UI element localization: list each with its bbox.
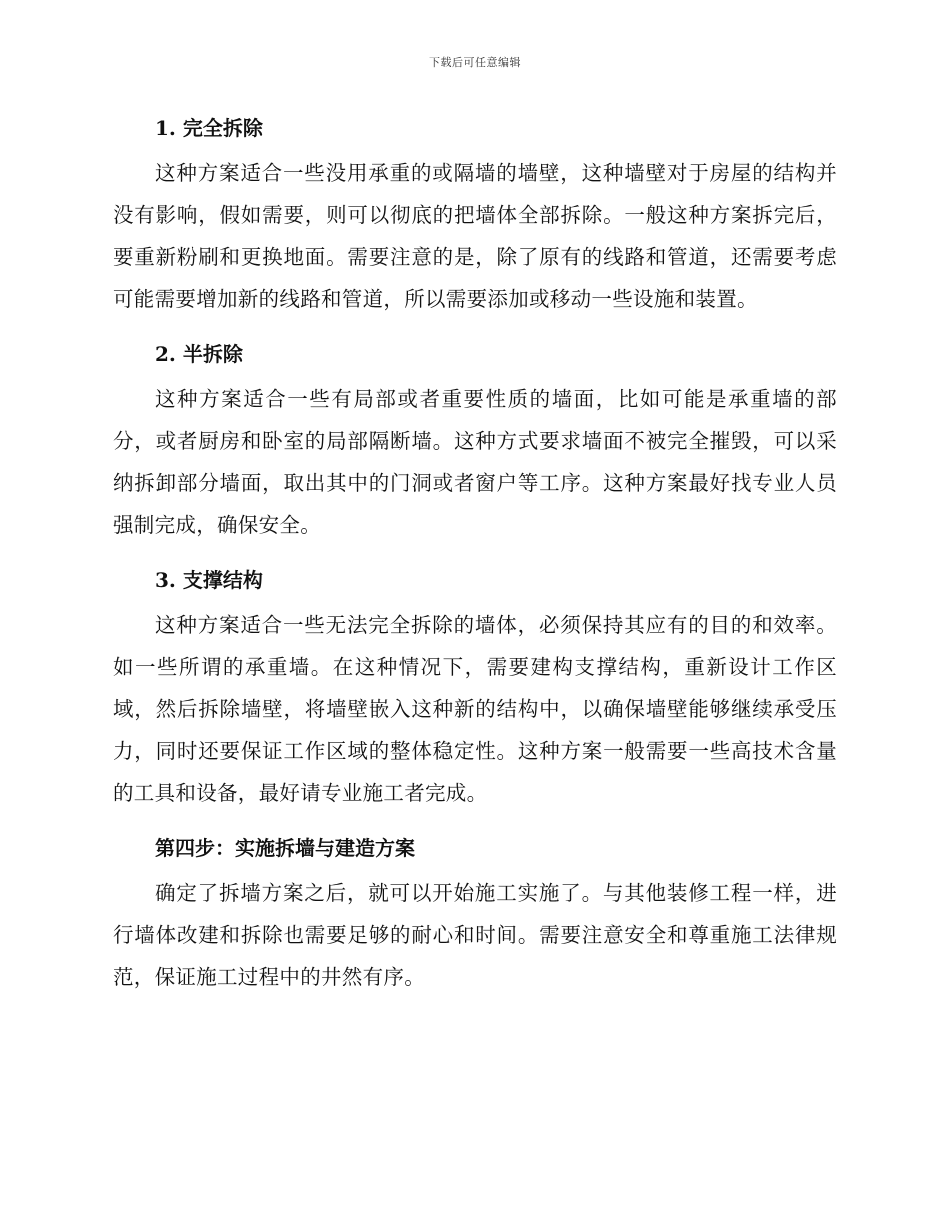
page-header: 下载后可任意编辑 bbox=[429, 56, 521, 69]
section-heading: 3. 支撑结构 bbox=[155, 568, 263, 592]
section-heading: 第四步：实施拆墙与建造方案 bbox=[155, 836, 415, 860]
section-paragraph: 这种方案适合一些没用承重的或隔墙的墙壁，这种墙壁对于房屋的结构并没有影响，假如需要，则可以彻底的把墙体全部拆除。一般这种方案拆完后，要重新粉刷和更换地面。需要注意的是，除了原有的线路和管道，还需要考虑可能需要增加新的线路和管道，所以需要添加或移动一些设施和装置。 bbox=[113, 161, 837, 311]
section-heading: 1. 完全拆除 bbox=[155, 116, 263, 140]
section-paragraph: 这种方案适合一些有局部或者重要性质的墙面，比如可能是承重墙的部分，或者厨房和卧室的局部隔断墙。这种方式要求墙面不被完全摧毁，可以采纳拆卸部分墙面，取出其中的门洞或者窗户等工序。这种方案最好找专业人员强制完成，确保安全。 bbox=[113, 387, 837, 537]
document-body bbox=[113, 108, 837, 1012]
section-paragraph: 这种方案适合一些无法完全拆除的墙体，必须保持其应有的目的和效率。如一些所谓的承重墙。在这种情况下，需要建构支撑结构，重新设计工作区域，然后拆除墙壁，将墙壁嵌入这种新的结构中，以确保墙壁能够继续承受压力，同时还要保证工作区域的整体稳定性。这种方案一般需要一些高技术含量的工具和设备，最好请专业施工者完成。 bbox=[113, 613, 837, 805]
section-paragraph: 确定了拆墙方案之后，就可以开始施工实施了。与其他装修工程一样，进行墙体改建和拆除也需要足够的耐心和时间。需要注意安全和尊重施工法律规范，保证施工过程中的井然有序。 bbox=[113, 881, 837, 989]
section-heading: 2. 半拆除 bbox=[155, 342, 243, 366]
